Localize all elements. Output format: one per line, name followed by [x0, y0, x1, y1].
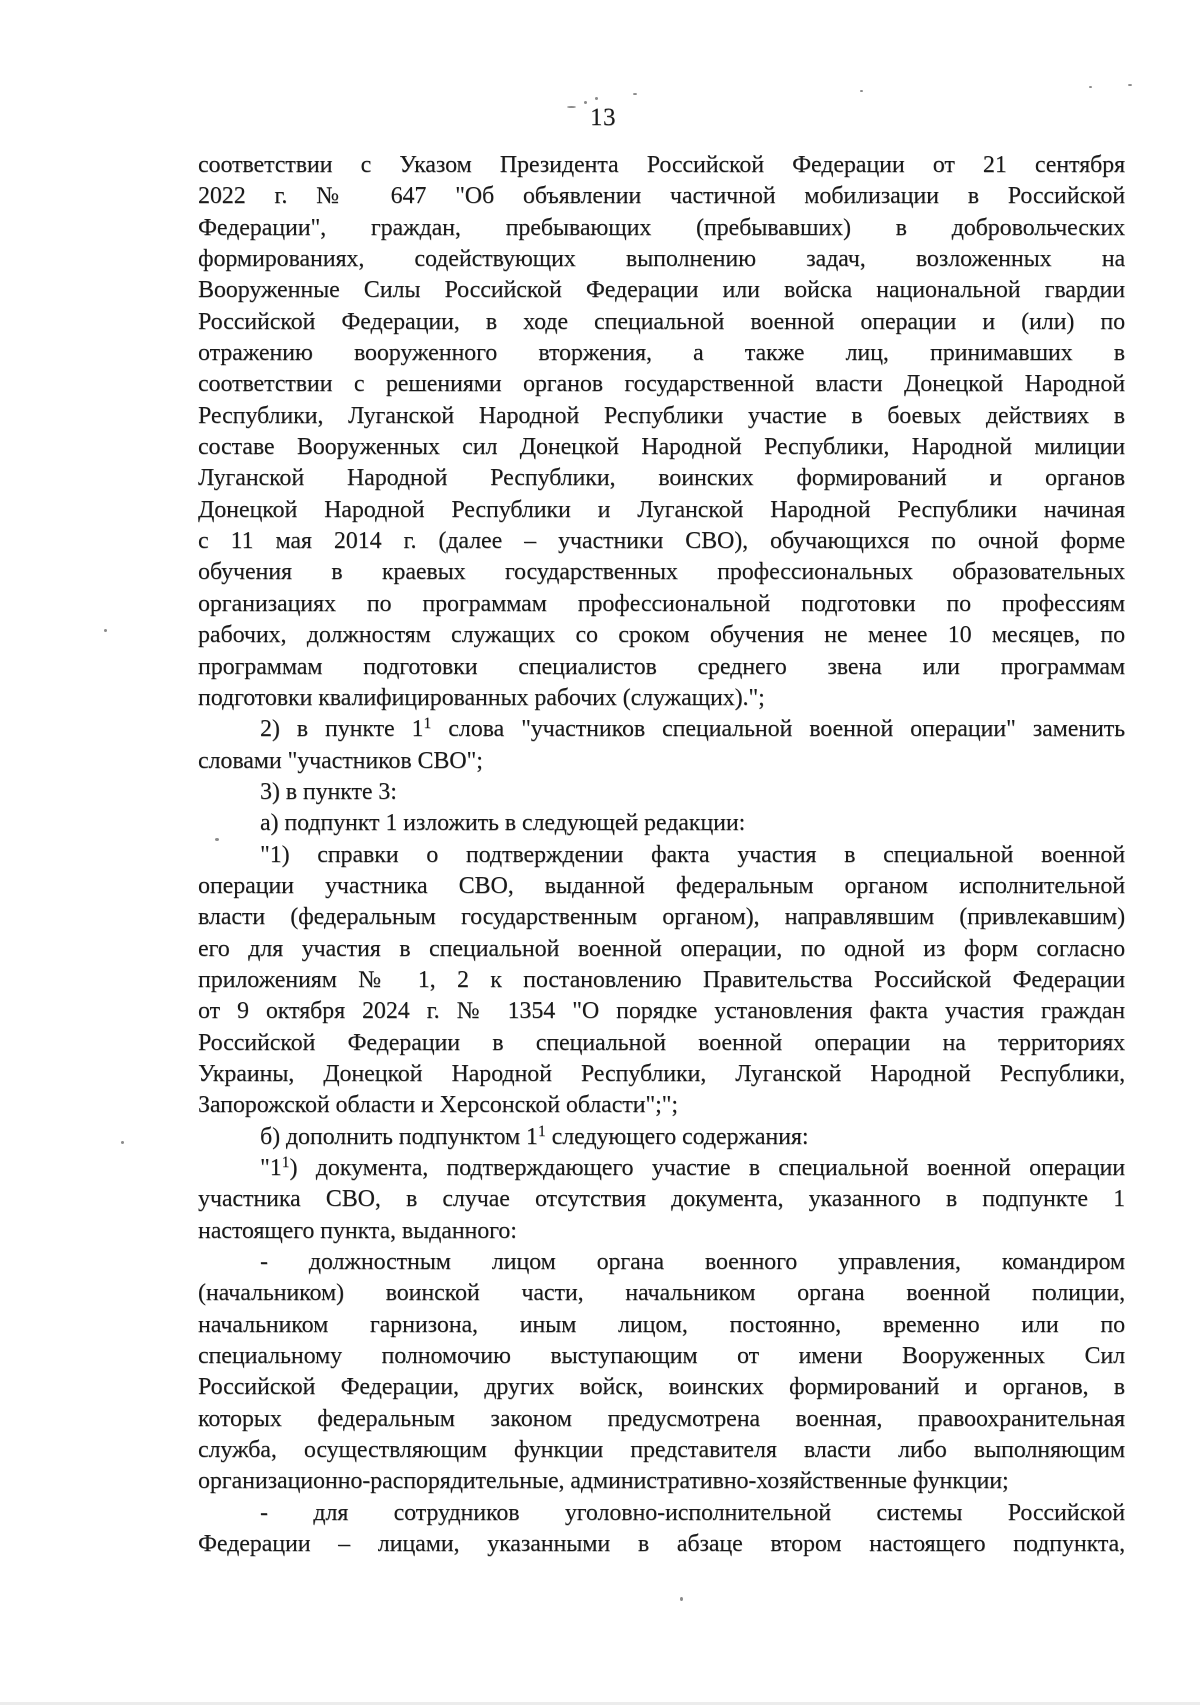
- text-line: специальному полномочию выступающим от имени Вооруженных Сил: [198, 1343, 1125, 1370]
- text-line: формированиях, содействующих выполнению задач, возложенных на: [198, 246, 1125, 273]
- text-line: приложениям № 1, 2 к постановлению Правительства Российской Федерации: [198, 966, 1125, 993]
- text-line: Украины, Донецкой Народной Республики, Луганской Народной Республики,: [198, 1060, 1125, 1087]
- text-line: организационно-распорядительные, административно-хозяйственные функции;: [198, 1468, 1009, 1495]
- text-line: Донецкой Народной Республики и Луганской Народной Республики начиная: [198, 496, 1125, 523]
- text-line: участника СВО, в случае отсутствия документа, указанного в подпункте 1: [198, 1186, 1125, 1213]
- paragraph: [198, 1498, 1125, 1561]
- text-line: составе Вооруженных сил Донецкой Народной Республики, Народной милиции: [198, 434, 1125, 461]
- text-line: настоящего пункта, выданного:: [198, 1217, 517, 1244]
- text-line: 2) в пункте $1^1$ слова "участников специальной военной операции" заменить: [260, 715, 1125, 743]
- text-line: которых федеральным законом предусмотрена военная, правоохранительная: [198, 1405, 1125, 1432]
- paragraph: [198, 150, 1125, 714]
- scan-speck: [633, 93, 637, 95]
- text-line: начальником гарнизона, иным лицом, постоянно, временно или по: [198, 1311, 1125, 1338]
- paragraph: [198, 1122, 1125, 1153]
- text-line: 3) в пункте 3:: [260, 778, 397, 805]
- text-line: Российской Федерации, других войск, воинских формирований и органов, в: [198, 1374, 1125, 1401]
- scan-speck: [1128, 84, 1132, 86]
- text-line: от 9 октября 2024 г. № 1354 "О порядке установления факта участия граждан: [198, 998, 1125, 1025]
- text-line: - должностным лицом органа военного управления, командиром: [260, 1249, 1125, 1276]
- text-line: Луганской Народной Республики, воинских формирований и органов: [198, 465, 1125, 492]
- text-line: Федерации – лицами, указанными в абзаце втором настоящего подпункта,: [198, 1531, 1125, 1558]
- text-line: Российской Федерации в специальной военной операции на территориях: [198, 1029, 1125, 1056]
- text-line: Российской Федерации, в ходе специальной военной операции и (или) по: [198, 308, 1125, 335]
- text-line: Республики, Луганской Народной Республики участие в боевых действиях в: [198, 402, 1125, 429]
- text-line: программам подготовки специалистов среднего звена или программам: [198, 653, 1125, 680]
- scan-speck: [567, 106, 576, 108]
- text-line: отражению вооруженного вторжения, а также лиц, принимавших в: [198, 340, 1125, 367]
- paragraph: [198, 808, 1125, 839]
- text-line: обучения в краевых государственных профессиональных образовательных: [198, 559, 1125, 586]
- text-line: его для участия в специальной военной операции, по одной из форм согласно: [198, 935, 1125, 962]
- text-line: рабочих, должностям служащих со сроком обучения не менее 10 месяцев, по: [198, 622, 1125, 649]
- paragraph: [198, 1153, 1125, 1247]
- scan-speck: [215, 838, 219, 841]
- scan-speck: [1089, 86, 1092, 88]
- text-line: организациях по программам профессиональной подготовки по профессиям: [198, 590, 1125, 617]
- scan-speck: [680, 1597, 683, 1601]
- text-line: подготовки квалифицированных рабочих (служащих).";: [198, 684, 765, 711]
- text-line: словами "участников СВО";: [198, 747, 483, 774]
- text-line: - для сотрудников уголовно-исполнительной системы Российской: [260, 1499, 1125, 1526]
- text-line: с 11 мая 2014 г. (далее – участники СВО), обучающихся по очной форме: [198, 528, 1125, 555]
- text-line: "1) справки о подтверждении факта участия в специальной военной: [260, 841, 1125, 868]
- paragraph: [198, 840, 1125, 1122]
- scan-speck: [860, 90, 863, 92]
- scan-speck: [121, 1141, 124, 1144]
- text-line: операции участника СВО, выданной федеральным органом исполнительной: [198, 872, 1125, 899]
- text-line: служба, осуществляющим функции представителя власти либо выполняющим: [198, 1437, 1125, 1464]
- scan-speck: [104, 629, 107, 632]
- text-line: соответствии с Указом Президента Российской Федерации от 21 сентября: [198, 152, 1125, 178]
- text-line: б) дополнить подпунктом $1^1$ следующего содержания:: [260, 1122, 809, 1150]
- document-text: [198, 150, 1125, 1560]
- paragraph: [198, 777, 1125, 808]
- text-line: Федерации", граждан, пребывающих (пребывавших) в добровольческих: [198, 214, 1125, 241]
- text-line: Вооруженные Силы Российской Федерации или войска национальной гвардии: [198, 277, 1125, 304]
- text-line: (начальником) воинской части, начальником органа военной полиции,: [198, 1280, 1125, 1307]
- text-line: соответствии с решениями органов государственной власти Донецкой Народной: [198, 371, 1125, 398]
- text-line: 2022 г. № 647 "Об объявлении частичной мобилизации в Российской: [198, 183, 1125, 210]
- scan-speck: [595, 97, 598, 100]
- paragraph: [198, 714, 1125, 777]
- text-line: а) подпункт 1 изложить в следующей редакции:: [260, 810, 746, 837]
- text-line: власти (федеральным государственным органом), направлявшим (привлекавшим): [198, 904, 1125, 931]
- text-line: Запорожской области и Херсонской области";";: [198, 1092, 678, 1119]
- scan-speck: [584, 101, 587, 104]
- text-line: "$1^1$) документа, подтверждающего участие в специальной военной операции: [260, 1154, 1125, 1181]
- paragraph: [198, 1247, 1125, 1498]
- page-number: 13: [590, 104, 616, 131]
